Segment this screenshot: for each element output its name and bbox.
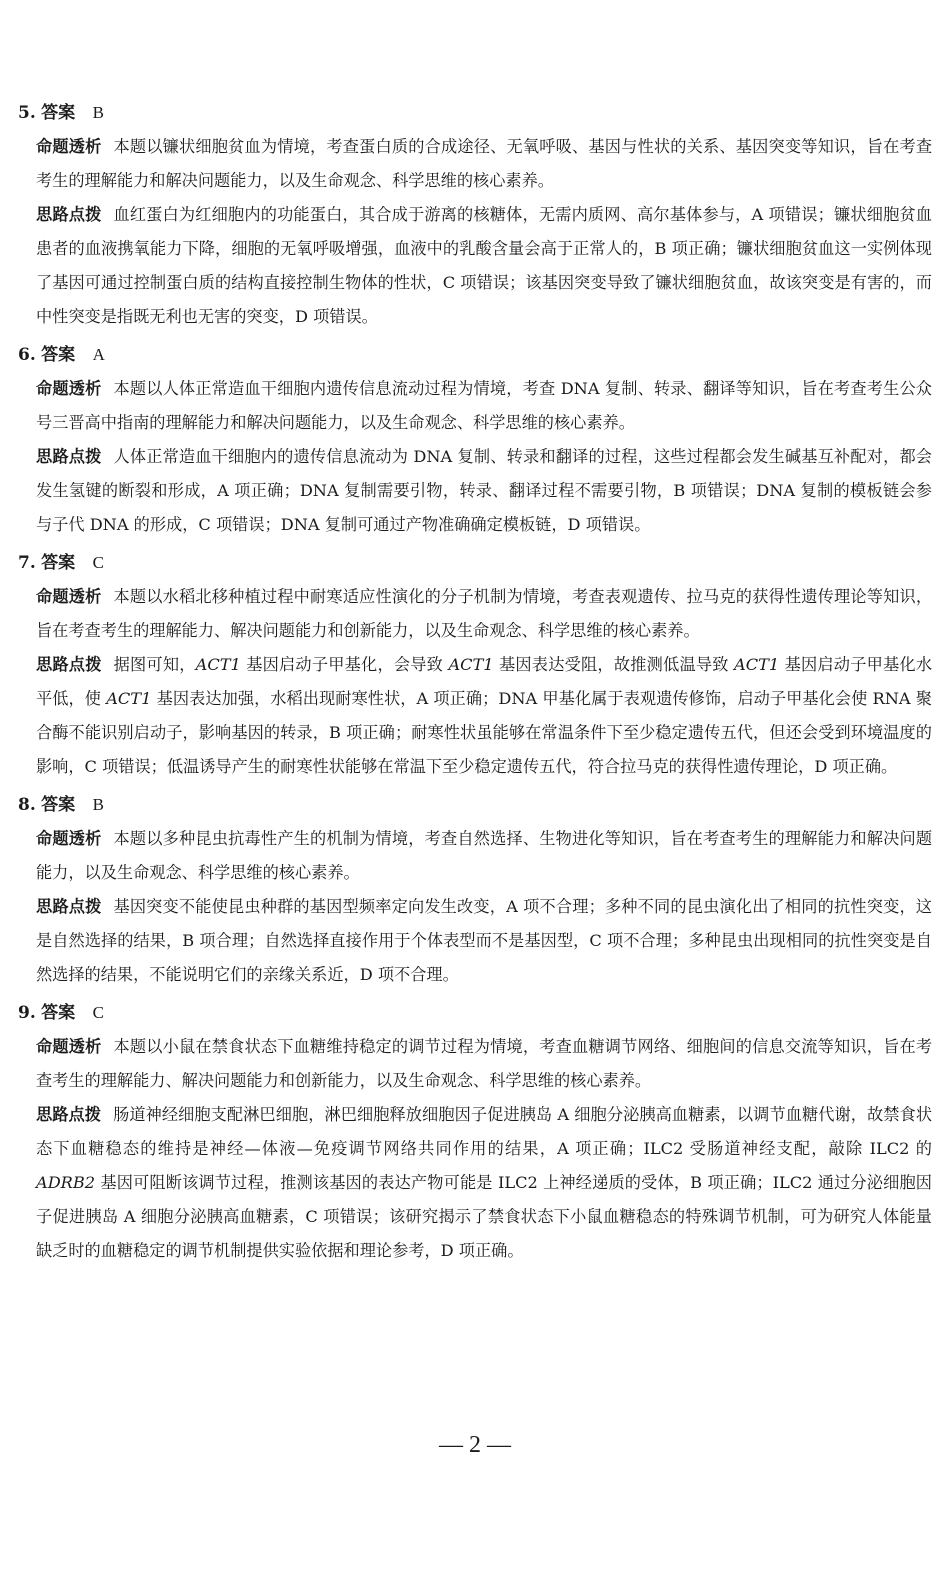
analysis-text: 本题以人体正常造血干细胞内遗传信息流动过程为情境，考查 DNA 复制、转录、翻译等知识，旨在考查考生公众号三晋高中指南的理解能力和解决问题能力，以及生命观念、科学思维的核心素养。 (36, 379, 932, 432)
question-number: 6. (18, 345, 36, 365)
analysis-label: 命题透析 (36, 587, 102, 606)
page-number: — 2 — (439, 1432, 511, 1458)
analysis-text: 本题以多种昆虫抗毒性产生的机制为情境，考查自然选择、生物进化等知识，旨在考查考生的理解能力和解决问题能力，以及生命观念、科学思维的核心素养。 (36, 829, 933, 882)
gene-name: ACT1 (106, 689, 152, 708)
hint-paragraph (36, 440, 932, 542)
analysis-paragraph (36, 822, 932, 890)
question-8 (18, 790, 932, 992)
hint-paragraph (36, 198, 932, 334)
hint-paragraph (36, 648, 932, 784)
hint-text: 基因启动子甲基化，会导致 (240, 655, 449, 674)
answer-line (18, 340, 932, 370)
question-5 (18, 98, 932, 334)
answer-label: 答案 (41, 103, 76, 123)
hint-paragraph (36, 1098, 932, 1268)
analysis-label: 命题透析 (36, 1037, 102, 1056)
question-6 (18, 340, 932, 542)
answer-line (18, 98, 932, 128)
hint-text: 人体正常造血干细胞内的遗传信息流动为 DNA 复制、转录和翻译的过程，这些过程都会发生碱基互补配对，都会发生氢键的断裂和形成，A 项正确；DNA 复制需要引物，转录、翻译过程不需要引物，B 项错误；DNA 复制的模板链会参与子代 DNA 的形成，C 项错误；DNA 复制可通过产物准确确定模板链，D 项错误。 (36, 447, 932, 534)
hint-text: 基因突变不能使昆虫种群的基因型频率定向发生改变，A 项不合理；多种不同的昆虫演化出了相同的抗性突变，这是自然选择的结果，B 项合理；自然选择直接作用于个体表型而不是基因型，C 项不合理；多种昆虫出现相同的抗性突变是自然选择的结果，不能说明它们的亲缘关系近，D 项不合理。 (36, 897, 932, 984)
analysis-label: 命题透析 (36, 379, 102, 398)
answer-label: 答案 (41, 553, 76, 573)
question-number: 9. (18, 1003, 36, 1023)
hint-label: 思路点拨 (36, 655, 102, 674)
answer-line (18, 548, 932, 578)
analysis-paragraph (36, 130, 932, 198)
hint-text: 基因启动子甲基化水平低，使 (36, 655, 933, 708)
analysis-paragraph (36, 372, 932, 440)
answer-value: B (92, 795, 104, 814)
question-number: 5. (18, 103, 36, 123)
question-number: 8. (18, 795, 36, 815)
answer-value: C (92, 553, 104, 572)
hint-label: 思路点拨 (36, 897, 102, 916)
question-7 (18, 548, 932, 784)
answer-value: B (92, 103, 104, 122)
answer-line (18, 998, 932, 1028)
gene-name: ADRB2 (36, 1173, 96, 1192)
hint-paragraph (36, 890, 932, 992)
answer-value: A (92, 345, 105, 364)
analysis-text: 本题以镰状细胞贫血为情境，考查蛋白质的合成途径、无氧呼吸、基因与性状的关系、基因突变等知识，旨在考查考生的理解能力和解决问题能力，以及生命观念、科学思维的核心素养。 (36, 137, 933, 190)
analysis-label: 命题透析 (36, 829, 102, 848)
hint-label: 思路点拨 (36, 205, 102, 224)
gene-name: ACT1 (734, 655, 780, 674)
hint-text: 基因表达加强，水稻出现耐寒性状，A 项正确；DNA 甲基化属于表观遗传修饰，启动子甲基化会使 RNA 聚合酶不能识别启动子，影响基因的转录，B 项正确；耐寒性状虽能够在常温条件下至少稳定遗传五代，但还会受到环境温度的影响，C 项错误；低温诱导产生的耐寒性状能够在常温下至少稳定遗传五代，符合拉马克的获得性遗传理论，D 项正确。 (36, 689, 932, 776)
answer-explanations (18, 92, 932, 1268)
hint-text: 血红蛋白为红细胞内的功能蛋白，其合成于游离的核糖体，无需内质网、高尔基体参与，A 项错误；镰状细胞贫血患者的血液携氧能力下降，细胞的无氧呼吸增强，血液中的乳酸含量会高于正常人的，B 项正确；镰状细胞贫血这一实例体现了基因可通过控制蛋白质的结构直接控制生物体的性状，C 项错误；该基因突变导致了镰状细胞贫血，故该突变是有害的，而中性突变是指既无利也无害的突变，D 项错误。 (36, 205, 932, 326)
gene-name: ACT1 (448, 655, 494, 674)
analysis-paragraph (36, 580, 932, 648)
answer-value: C (92, 1003, 104, 1022)
analysis-text: 本题以小鼠在禁食状态下血糖维持稳定的调节过程为情境，考查血糖调节网络、细胞间的信息交流等知识，旨在考查考生的理解能力、解决问题能力和创新能力，以及生命观念、科学思维的核心素养。 (36, 1037, 933, 1090)
hint-label: 思路点拨 (36, 1105, 102, 1124)
question-9 (18, 998, 932, 1268)
hint-text: 据图可知， (113, 655, 196, 674)
hint-label: 思路点拨 (36, 447, 102, 466)
analysis-text: 本题以水稻北移种植过程中耐寒适应性演化的分子机制为情境，考查表观遗传、拉马克的获得性遗传理论等知识，旨在考查考生的理解能力、解决问题能力和创新能力，以及生命观念、科学思维的核心素养。 (36, 587, 933, 640)
hint-text: 肠道神经细胞支配淋巴细胞，淋巴细胞释放细胞因子促进胰岛 A 细胞分泌胰高血糖素，以调节血糖代谢，故禁食状态下血糖稳态的维持是神经—体液—免疫调节网络共同作用的结果，A 项正确；ILC2 受肠道神经支配，敲除 ILC2 的 (36, 1105, 933, 1158)
hint-text: 基因表达受阻，故推测低温导致 (493, 655, 735, 674)
gene-name: ACT1 (195, 655, 241, 674)
hint-text: 基因可阻断该调节过程，推测该基因的表达产物可能是 ILC2 上神经递质的受体，B 项正确；ILC2 通过分泌细胞因子促进胰岛 A 细胞分泌胰高血糖素，C 项错误；该研究揭示了禁食状态下小鼠血糖稳态的特殊调节机制，可为研究人体能量缺乏时的血糖稳定的调节机制提供实验依据和理论参考，D 项正确。 (36, 1173, 932, 1260)
answer-label: 答案 (41, 345, 76, 365)
answer-label: 答案 (41, 795, 76, 815)
analysis-label: 命题透析 (36, 137, 102, 156)
question-number: 7. (18, 553, 36, 573)
answer-line (18, 790, 932, 820)
answer-label: 答案 (41, 1003, 76, 1023)
analysis-paragraph (36, 1030, 932, 1098)
